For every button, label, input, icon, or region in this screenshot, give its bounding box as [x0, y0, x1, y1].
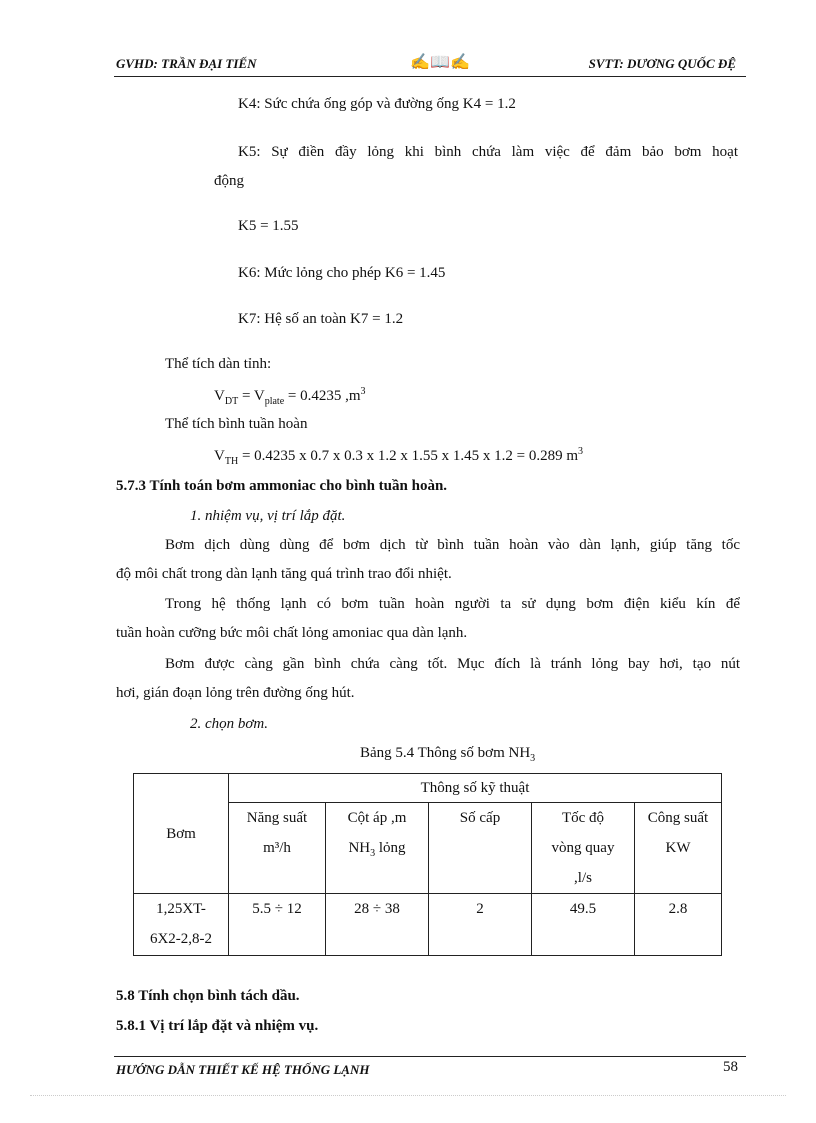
- vdt-label: Thể tích dàn tỉnh:: [165, 356, 272, 372]
- page-edge-divider: [30, 1095, 786, 1096]
- cell-pump-model: 1,25XT- 6X2-2,8-2: [134, 894, 229, 956]
- col-speed-header: Tốc độ vòng quay ,l/s: [532, 803, 635, 894]
- vth-formula: $V_{TH} = 0.4235$ x 0.7 x 0.3 x 1.2 x 1.55 x 1.45 x 1.2 = 0.289 $m^3$: [214, 446, 584, 467]
- pump-spec-table: [133, 773, 722, 956]
- header-student: SVTT: DƯƠNG QUỐC ĐỆ: [588, 56, 736, 71]
- para2-line1: Trong hệ thống lạnh có bơm tuần hoàn người ta sử dụng bơm điện kiểu kín để: [165, 596, 740, 612]
- header-instructor: GVHD: TRẦN ĐẠI TIẾN: [116, 56, 257, 71]
- footer-rule: [114, 1056, 746, 1057]
- table-row: [134, 894, 722, 956]
- section-581-heading: 5.8.1 Vị trí lắp đặt và nhiệm vụ.: [116, 1018, 319, 1034]
- k4-line: K4: Sức chứa ống góp và đường ống K4 = 1.2: [238, 96, 516, 112]
- vth-label: Thể tích bình tuần hoàn: [165, 416, 308, 432]
- para2-line2: tuần hoàn cưỡng bức môi chất lỏng amoniac qua dàn lạnh.: [116, 625, 468, 641]
- cell-speed: 49.5: [532, 894, 635, 956]
- book-ornament-icon: ✍📖✍: [410, 54, 470, 71]
- k5-line-2: động: [214, 173, 244, 189]
- cell-stages: 2: [429, 894, 532, 956]
- table-caption: Bảng 5.4 Thông số bơm $NH_3$: [360, 745, 536, 764]
- col-head-header: Cột áp ,m $NH_3$ lỏng: [326, 803, 429, 894]
- col-pump-header: Bơm: [134, 774, 229, 894]
- cell-capacity: 5.5 ÷ 12: [229, 894, 326, 956]
- col-power-header: Công suất KW: [635, 803, 722, 894]
- k6-line: K6: Mức lỏng cho phép K6 = 1.45: [238, 265, 446, 281]
- k7-line: K7: Hệ số an toàn K7 = 1.2: [238, 311, 404, 327]
- section-58-heading: 5.8 Tính chọn bình tách dầu.: [116, 988, 300, 1004]
- para1-line2: độ môi chất trong dàn lạnh tăng quá trình trao đổi nhiệt.: [116, 566, 452, 582]
- cell-power: 2.8: [635, 894, 722, 956]
- page-number: 58: [723, 1059, 738, 1075]
- para3-line2: hơi, gián đoạn lỏng trên đường ống hút.: [116, 685, 355, 701]
- section-573-heading: 5.7.3 Tính toán bơm ammoniac cho bình tuần hoàn.: [116, 478, 448, 494]
- k5-line-1: K5: Sự điền đầy lỏng khi bình chứa làm việc để đảm bảo bơm hoạt: [238, 144, 738, 160]
- cell-head: 28 ÷ 38: [326, 894, 429, 956]
- col-capacity-header: Năng suất m³/h: [229, 803, 326, 894]
- subsection-choose-heading: 2. chọn bơm.: [190, 716, 268, 732]
- para1-line1: Bơm dịch dùng dùng để bơm dịch từ bình tuần hoàn vào dàn lạnh, giúp tăng tốc: [165, 537, 740, 553]
- k5-value: K5 = 1.55: [238, 218, 299, 234]
- vdt-formula: $V_{DT} = V_{plate} = 0.4235$ $,m^3$: [214, 386, 366, 407]
- subsection-duty-heading: 1. nhiệm vụ, vị trí lắp đặt.: [190, 508, 346, 524]
- footer-title: HƯỚNG DẪN THIẾT KẾ HỆ THỐNG LẠNH: [116, 1062, 370, 1077]
- header-rule: [114, 76, 746, 77]
- col-stages-header: Số cấp: [429, 803, 532, 894]
- group-header: Thông số kỹ thuật: [229, 774, 722, 803]
- para3-line1: Bơm được càng gần bình chứa càng tốt. Mục đích là tránh lỏng bay hơi, tạo nút: [165, 656, 740, 672]
